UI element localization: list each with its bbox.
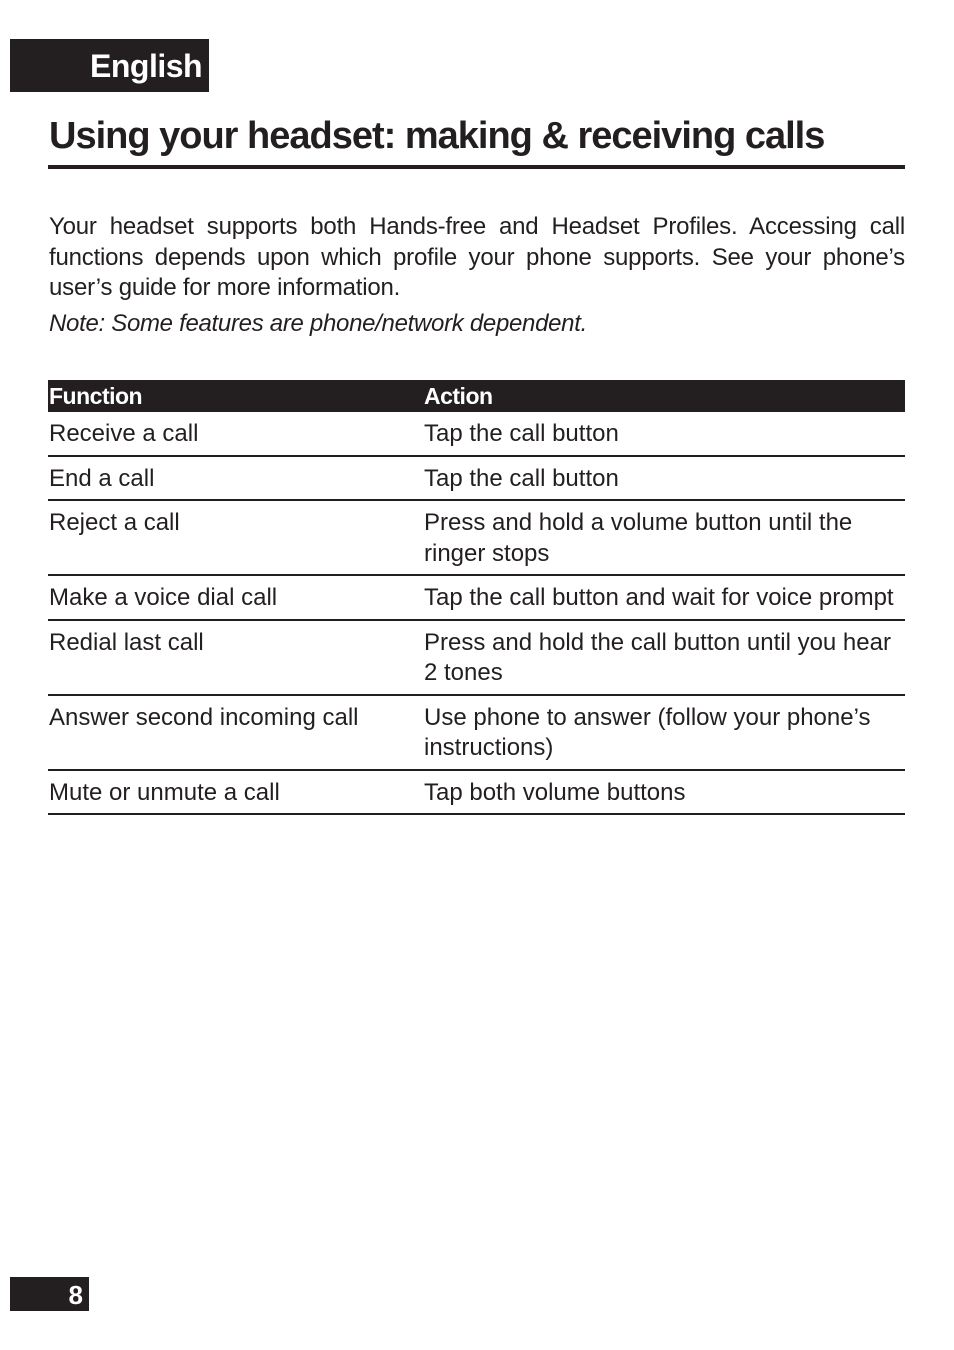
function-cell: Receive a call <box>48 412 423 456</box>
function-cell: Make a voice dial call <box>48 575 423 620</box>
function-cell: Mute or unmute a call <box>48 770 423 815</box>
column-header-function: Function <box>48 380 423 412</box>
language-tab: English <box>10 39 209 92</box>
table-row <box>48 412 905 456</box>
table-header-row <box>48 380 905 412</box>
function-cell: Reject a call <box>48 500 423 575</box>
function-cell: End a call <box>48 456 423 501</box>
action-cell: Tap both volume buttons <box>423 770 905 815</box>
function-cell: Redial last call <box>48 620 423 695</box>
function-table <box>48 380 905 815</box>
action-cell: Tap the call button <box>423 456 905 501</box>
page-title: Using your headset: making & receiving calls <box>49 115 825 157</box>
note-text: Note: Some features are phone/network dependent. <box>49 310 587 337</box>
action-cell: Press and hold a volume button until the ringer stops <box>423 500 905 575</box>
action-cell: Use phone to answer (follow your phone’s instructions) <box>423 695 905 770</box>
column-header-action: Action <box>423 380 905 412</box>
action-cell: Press and hold the call button until you hear 2 tones <box>423 620 905 695</box>
table-row <box>48 500 905 575</box>
table-row <box>48 575 905 620</box>
title-rule <box>48 165 905 169</box>
action-cell: Tap the call button and wait for voice prompt <box>423 575 905 620</box>
action-cell: Tap the call button <box>423 412 905 456</box>
table-row <box>48 695 905 770</box>
page-number: 8 <box>10 1277 89 1311</box>
table-row <box>48 770 905 815</box>
table-row <box>48 620 905 695</box>
function-cell: Answer second incoming call <box>48 695 423 770</box>
intro-paragraph: Your headset supports both Hands-free and Headset Profiles. Accessing call functions depends upon which profile your phone supports. See your phone’s user’s guide for more information. <box>49 213 905 301</box>
table-row <box>48 456 905 501</box>
